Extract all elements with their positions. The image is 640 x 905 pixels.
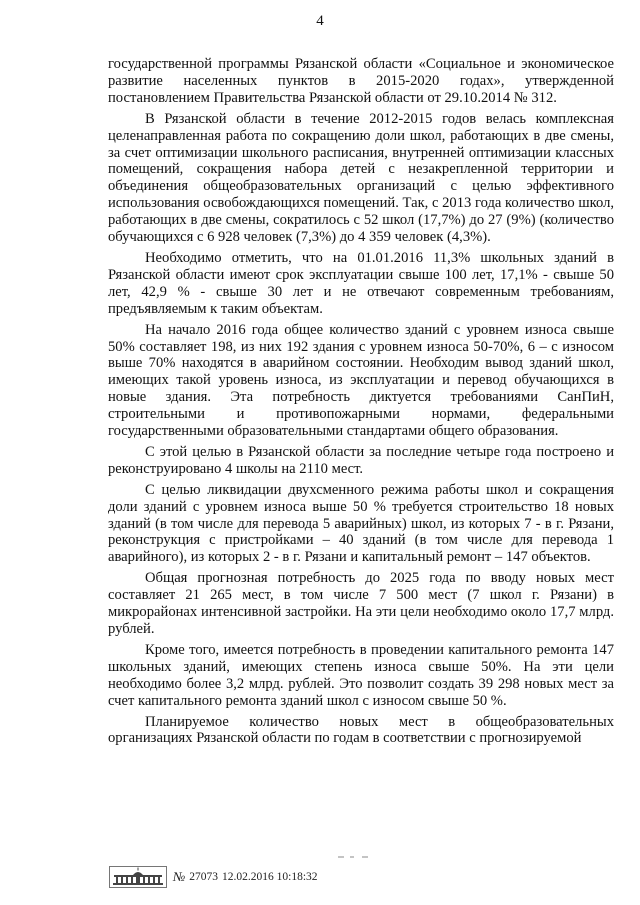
paragraph-2: В Рязанской области в течение 2012-2015 годов велась комплексная целенаправленная работа по сокращению доли школ, работающих в две смены, за счет оптимизации школьного расписания, внутренней оптимизации классных помещений, сокращения набора детей с незакрепленной территории и объединения общеобразовательных организаций с целью эффективного использования освобождающихся помещений. Так, с 2013 года количество школ, работающих в две смены, сократилось с 52 школ (17,7%) до 27 (9%) (количество обучающихся с 6 928 человек (7,3%) до 4 359 человек (4,3%). bbox=[108, 110, 614, 246]
paragraph-8: Кроме того, имеется потребность в проведении капитального ремонта 147 школьных зданий, имеющих степень износа свыше 50%. На эти цели необходимо более 3,2 млрд. рублей. Это позволит создать 39 298 новых мест за счет капитального ремонта зданий школ с износом свыше 50 %. bbox=[108, 641, 614, 709]
document-body bbox=[108, 56, 614, 751]
document-timestamp: 12.02.2016 10:18:32 bbox=[222, 871, 318, 883]
document-number: 27073 bbox=[189, 871, 219, 883]
paragraph-4: На начало 2016 года общее количество зданий с уровнем износа свыше 50% составляет 198, из них 192 здания с уровнем износа 50-70%, 6 – с износом выше 70% находятся в аварийном состоянии. Необходим вывод зданий школ, имеющих такой уровень износа, из эксплуатации и перевод обучающихся в новые здания. Эта потребность диктуется требованиями СанПиН, строительными и противопожарными нормами, федеральными государственными образовательными стандартами общего образования. bbox=[108, 321, 614, 440]
paragraph-7: Общая прогнозная потребность до 2025 года по вводу новых мест составляет 21 265 мест, в том числе 7 500 мест (7 школ г. Рязани) в микрорайонах интенсивной застройки. На эти цели необходимо около 17,7 млрд. рублей. bbox=[108, 570, 614, 637]
paragraph-5: С этой целью в Рязанской области за последние четыре года построено и реконструировано 4 школы на 2110 мест. bbox=[108, 443, 614, 477]
paragraph-1: государственной программы Рязанской области «Социальное и экономическое развитие населенных пунктов в 2015-2020 годах», утвержденной постановлением Правительства Рязанской области от 29.10.2014 № 312. bbox=[108, 56, 614, 106]
scan-artifact bbox=[338, 855, 374, 859]
number-sign: № bbox=[173, 869, 186, 884]
document-footer bbox=[109, 866, 318, 888]
paragraph-6: С целью ликвидации двухсменного режима работы школ и сокращения доли зданий с уровнем износа выше 50 % требуется строительство 18 новых зданий (в том числе для перевода 5 аварийных) школ, из которых 7 - в г. Рязани, реконструкция с пристройками – 40 зданий (в том числе для перевода 1 аварийного), из которых 2 - в г. Рязани и капитальный ремонт – 147 объектов. bbox=[108, 481, 614, 566]
paragraph-9: Планируемое количество новых мест в общеобразовательных организациях Рязанской области по годам в соответствии с прогнозируемой bbox=[108, 713, 614, 747]
page-number: 4 bbox=[316, 13, 324, 29]
paragraph-3: Необходимо отметить, что на 01.01.2016 11,3% школьных зданий в Рязанской области имеют срок эксплуатации свыше 100 лет, 17,1% - свыше 50 лет, 42,9 % - свыше 30 лет и не отвечают современным требованиям, предъявляемым к таким объектам. bbox=[108, 249, 614, 317]
government-building-seal-icon bbox=[109, 866, 167, 888]
